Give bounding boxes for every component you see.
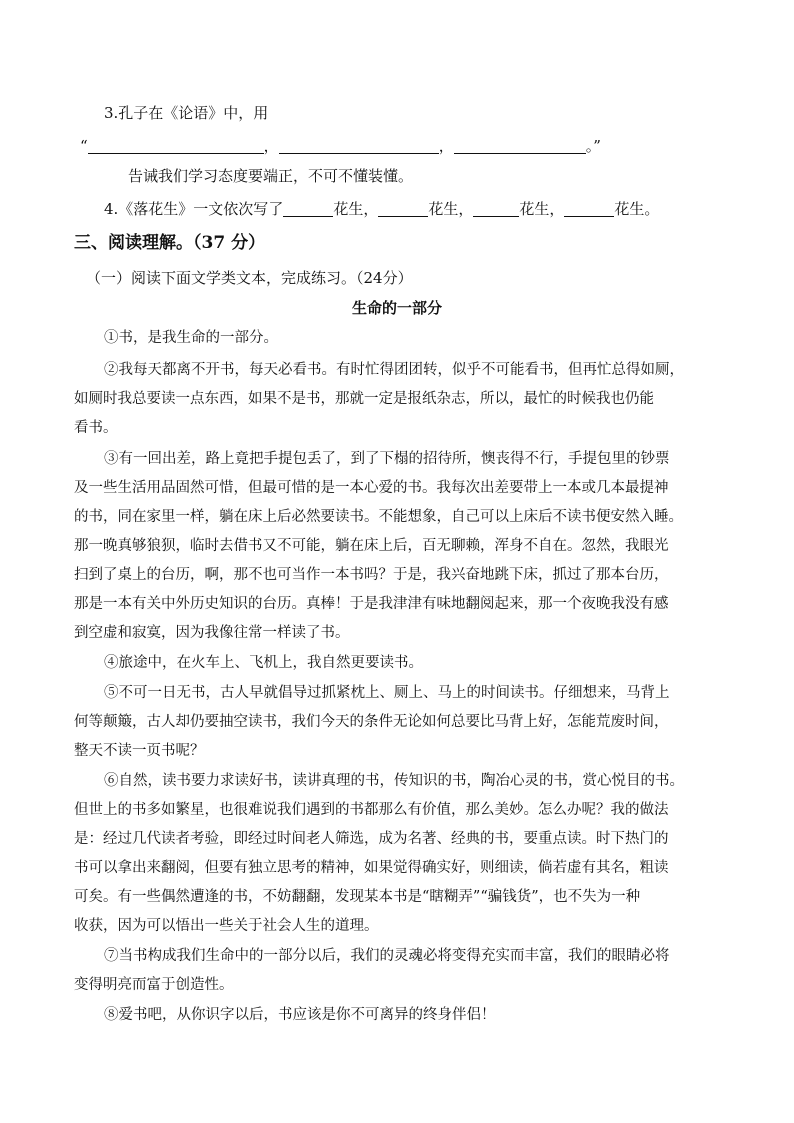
article-line: ⑧爱书吧，从你识字以后，书应该是你不可离异的终身伴侣！ bbox=[104, 1007, 496, 1023]
question-3-text: 3.孔子在《论语》中，用 bbox=[104, 104, 269, 122]
article-line: 变得明亮而富于创造性。 bbox=[74, 977, 234, 993]
article-line: 收获，因为可以悟出一些关于社会人生的道理。 bbox=[74, 918, 379, 934]
word: 花生， bbox=[333, 200, 379, 218]
article-line: 那是一本有关中外历史知识的台历。真棒！于是我津津有味地翻阅起来，那一个夜晚我没有感 bbox=[74, 596, 669, 612]
quote-close: 。” bbox=[585, 137, 601, 155]
article-line: 到空虚和寂寞，因为我像往常一样读了书。 bbox=[74, 625, 350, 641]
section-3-heading: 三、阅读理解。（37 分） bbox=[74, 233, 266, 253]
answer-blank-4[interactable] bbox=[283, 200, 333, 217]
question-3-blanks bbox=[80, 136, 601, 156]
part-1-heading: （一）阅读下面文学类文本，完成练习。（24分） bbox=[86, 269, 413, 287]
article-line: 整天不读一页书呢？ bbox=[74, 743, 205, 759]
article-line: ④旅途中，在火车上、飞机上，我自然更要读书。 bbox=[104, 655, 423, 671]
answer-blank-2[interactable] bbox=[279, 137, 439, 154]
word: 花生， bbox=[519, 200, 565, 218]
question-4 bbox=[104, 199, 659, 219]
article-line: 看书。 bbox=[74, 420, 118, 436]
answer-blank-5[interactable] bbox=[378, 200, 428, 217]
article-line: 如厕时我总要读一点东西，如果不是书，那就一定是报纸杂志，所以，最忙的时候我也仍能 bbox=[74, 391, 654, 407]
article-line: 是：经过几代读者考验，即经过时间老人筛选，成为名著、经典的书，要重点读。时下热门的 bbox=[74, 831, 669, 847]
question-4-lead: 4.《落花生》一文依次写了 bbox=[104, 200, 284, 218]
article-line: 的书，同在家里一样，躺在床上后必然要读书。不能想象，自己可以上床后不读书便安然入睡。 bbox=[74, 509, 683, 525]
article-line: 及一些生活用品固然可惜，但最可惜的是一本心爱的书。我每次出差要带上一本或几本最提神 bbox=[74, 480, 669, 496]
article-line: ③有一回出差，路上竟把手提包丢了，到了下榻的招待所，懊丧得不行，手提包里的钞票 bbox=[104, 451, 670, 467]
word: 花生， bbox=[428, 200, 474, 218]
quote-open: “ bbox=[80, 137, 88, 155]
article-line: ⑥自然，读书要力求读好书，读讲真理的书，传知识的书，陶冶心灵的书，赏心悦目的书。 bbox=[104, 773, 684, 789]
word: 花生。 bbox=[614, 200, 660, 218]
article-line: 扫到了桌上的台历，啊，那不也可当作一本书吗？于是，我兴奋地跳下床，抓过了那本台历， bbox=[74, 567, 669, 583]
article-line: 但世上的书多如繁星，也很难说我们遇到的书都那么有价值，那么美妙。怎么办呢？我的做法 bbox=[74, 802, 669, 818]
article-line: ⑤不可一日无书，古人早就倡导过抓紧枕上、厕上、马上的时间读书。仔细想来，马背上 bbox=[104, 685, 670, 701]
comma: ， bbox=[438, 137, 454, 155]
question-3-lead bbox=[104, 103, 268, 123]
answer-blank-1[interactable] bbox=[88, 137, 264, 154]
comma: ， bbox=[263, 137, 279, 155]
article-line: ⑦当书构成我们生命中的一部分以后，我们的灵魂必将变得充实而丰富，我们的眼睛必将 bbox=[104, 948, 670, 964]
article-line: ①书，是我生命的一部分。 bbox=[104, 330, 278, 346]
article-line: ②我每天都离不开书，每天必看书。有时忙得团团转，似乎不可能看书，但再忙总得如厕， bbox=[104, 362, 684, 378]
article-line: 那一晚真够狼狈，临时去借书又不可能，躺在床上后，百无聊赖，浑身不自在。忽然，我眼光 bbox=[74, 538, 669, 554]
article-title: 生命的一部分 bbox=[351, 299, 442, 317]
answer-blank-6[interactable] bbox=[473, 200, 519, 217]
article-line: 何等颠簸，古人却仍要抽空读书，我们今天的条件无论如何总要比马背上好，怎能荒废时间， bbox=[74, 714, 669, 730]
question-3-tail: 告诫我们学习态度要端正，不可不懂装懂。 bbox=[128, 167, 414, 185]
answer-blank-7[interactable] bbox=[564, 200, 614, 217]
answer-blank-3[interactable] bbox=[454, 137, 586, 154]
article-line: 书可以拿出来翻阅，但要有独立思考的精神，如果觉得确实好，则细读，倘若虚有其名，粗读 bbox=[74, 860, 669, 876]
article-line: 可矣。有一些偶然遭逢的书，不妨翻翻，发现某本书是“瞎糊弄”“骗钱货”，也不失为一种 bbox=[74, 889, 641, 905]
